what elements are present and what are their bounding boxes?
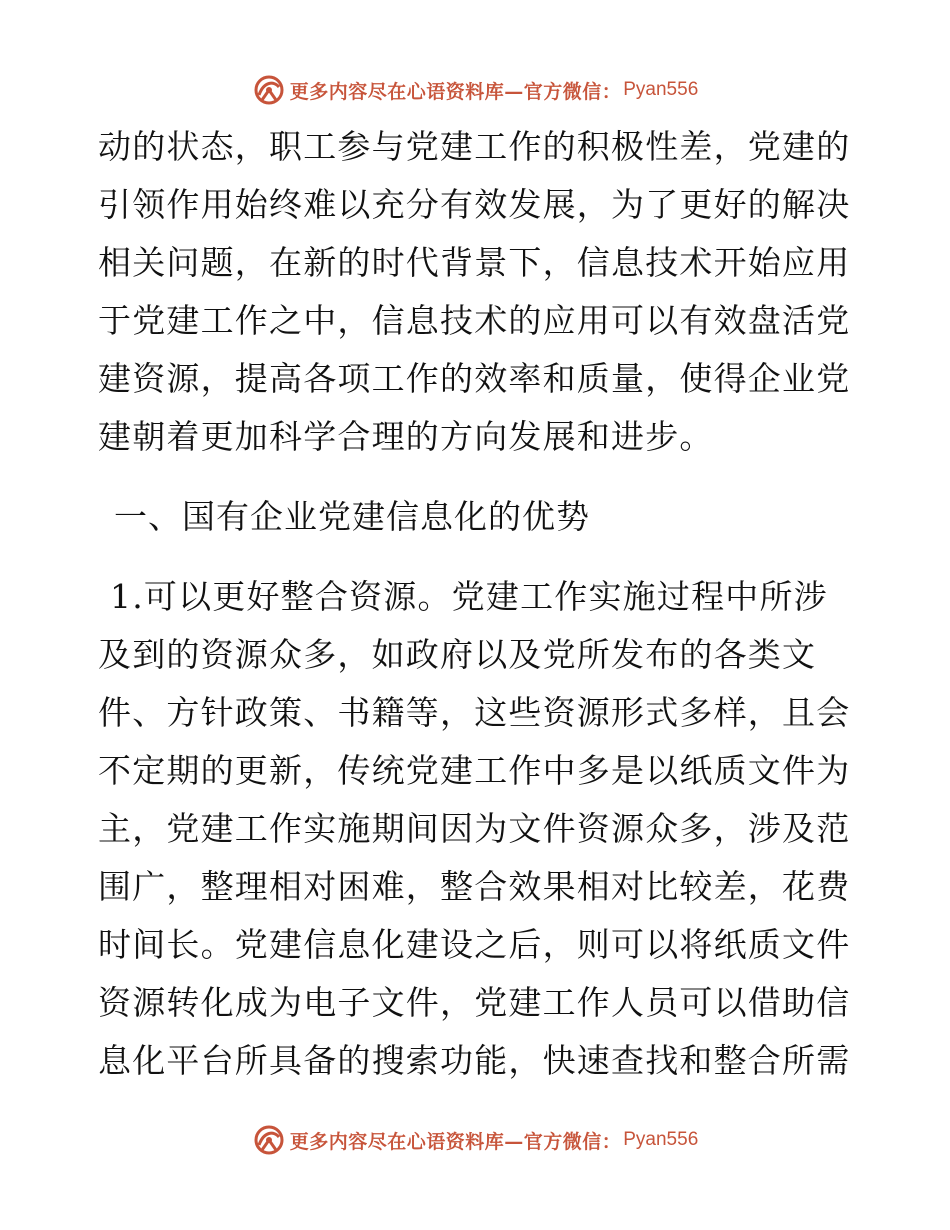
footer-wechat-id: Pyan556	[623, 1129, 699, 1150]
intro-paragraph	[98, 118, 858, 466]
text-line: 不定期的更新，传统党建工作中多是以纸质文件为	[98, 751, 851, 790]
point1-paragraph	[98, 568, 858, 1090]
text-line: 围广，整理相对困难，整合效果相对比较差，花费	[98, 867, 851, 906]
text-line: 相关问题，在新的时代背景下，信息技术开始应用	[98, 243, 851, 282]
text-line: 建朝着更加科学合理的方向发展和进步。	[98, 417, 714, 456]
text-line: 于党建工作之中，信息技术的应用可以有效盘活党	[98, 301, 851, 340]
text-line: 资源转化成为电子文件，党建工作人员可以借助信	[98, 983, 851, 1022]
document-body	[98, 118, 858, 1090]
footer-banner	[0, 1120, 950, 1160]
header-banner-text: 更多内容尽在心语资料库—官方微信：	[289, 80, 622, 103]
text-line: 1.可以更好整合资源。党建工作实施过程中所涉	[110, 577, 828, 616]
text-line: 时间长。党建信息化建设之后，则可以将纸质文件	[98, 925, 851, 964]
ribbon-logo-icon	[252, 1123, 286, 1157]
text-line: 主，党建工作实施期间因为文件资源众多，涉及范	[98, 809, 851, 848]
text-line: 息化平台所具备的搜索功能，快速查找和整合所需	[98, 1041, 851, 1080]
section-heading: 一、国有企业党建信息化的优势	[114, 497, 590, 536]
text-line: 引领作用始终难以充分有效发展，为了更好的解决	[98, 185, 851, 224]
header-banner	[0, 70, 950, 110]
text-line: 建资源，提高各项工作的效率和质量，使得企业党	[98, 359, 851, 398]
text-line: 及到的资源众多，如政府以及党所发布的各类文	[98, 635, 817, 674]
text-line: 动的状态，职工参与党建工作的积极性差，党建的	[98, 127, 851, 166]
text-line: 件、方针政策、书籍等，这些资源形式多样，且会	[98, 693, 851, 732]
footer-banner-text: 更多内容尽在心语资料库—官方微信：	[289, 1130, 622, 1153]
ribbon-logo-icon	[252, 73, 286, 107]
header-wechat-id: Pyan556	[623, 79, 699, 100]
